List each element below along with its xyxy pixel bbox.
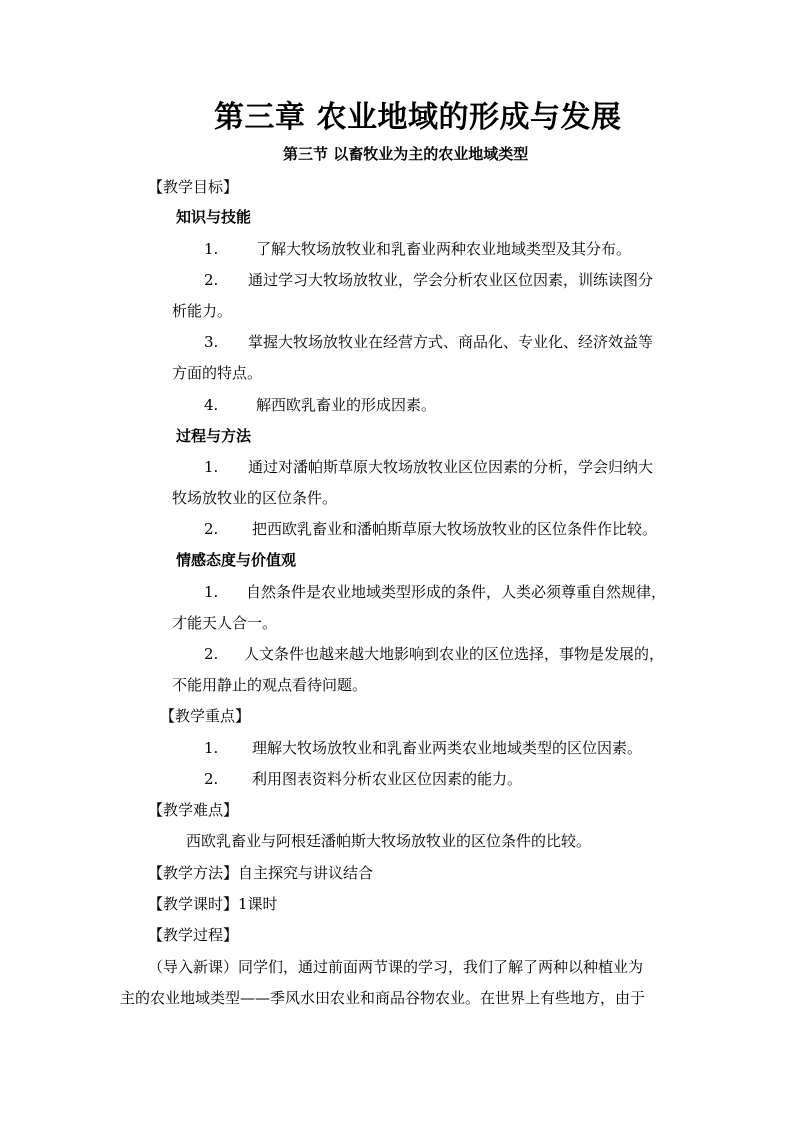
- difficulty-header: 【教学难点】: [148, 801, 239, 819]
- process-item-2: [204, 520, 657, 538]
- item-text: 掌握大牧场放牧业在经营方式、商品化、专业化、经济效益等: [248, 333, 654, 351]
- item-number: 1.: [204, 458, 219, 476]
- section-subtitle: 第三节 以畜牧业为主的农业地域类型: [283, 145, 529, 163]
- item-text: 通过对潘帕斯草原大牧场放牧业区位因素的分析，学会归纳大: [248, 458, 654, 476]
- item-number: 1.: [204, 240, 219, 258]
- process-item-1-cont: 牧场放牧业的区位条件。: [172, 489, 338, 507]
- item-text: 把西欧乳畜业和潘帕斯草原大牧场放牧业的区位条件作比较。: [252, 520, 658, 538]
- hours-header: 【教学课时】: [148, 895, 239, 913]
- item-number: 1.: [204, 739, 219, 757]
- knowledge-header: 知识与技能: [176, 208, 252, 226]
- key-header: 【教学重点】: [160, 707, 251, 725]
- process-item-1: [204, 458, 653, 476]
- emotion-item-2-cont: 不能用静止的观点看待问题。: [172, 676, 368, 694]
- emotion-item-1-cont: 才能天人合一。: [172, 614, 278, 632]
- item-number: 1.: [204, 583, 219, 601]
- emotion-item-2: [204, 645, 664, 663]
- hours-text: 1课时: [238, 895, 278, 913]
- item-text: 自然条件是农业地域类型形成的条件，人类必须尊重自然规律，: [246, 583, 667, 601]
- method-line: [148, 864, 373, 882]
- chapter-title: 第三章 农业地域的形成与发展: [214, 100, 622, 135]
- hours-line: [148, 895, 278, 913]
- item-text: 了解大牧场放牧业和乳畜业两种农业地域类型及其分布。: [256, 240, 632, 258]
- method-header: 【教学方法】: [148, 864, 239, 882]
- procedure-paragraph-line-2: 主的农业地域类型——季风水田农业和商品谷物农业。在世界上有些地方，由于: [120, 989, 646, 1007]
- item-number: 2.: [204, 645, 219, 663]
- knowledge-item-2-cont: 析能力。: [172, 302, 233, 320]
- item-text: 通过学习大牧场放牧业，学会分析农业区位因素，训练读图分: [248, 271, 654, 289]
- procedure-paragraph-line-1: （导入新课）同学们，通过前面两节课的学习，我们了解了两种以种植业为: [148, 958, 644, 976]
- item-text: 理解大牧场放牧业和乳畜业两类农业地域类型的区位因素。: [252, 739, 643, 757]
- knowledge-item-2: [204, 271, 653, 289]
- knowledge-item-3: [204, 333, 653, 351]
- emotion-header: 情感态度与价值观: [176, 551, 297, 569]
- process-header: 过程与方法: [176, 427, 252, 445]
- knowledge-item-3-cont: 方面的特点。: [172, 364, 263, 382]
- key-item-2: [204, 770, 522, 788]
- item-text: 人文条件也越来越大地影响到农业的区位选择，事物是发展的，: [244, 645, 665, 663]
- item-text: 利用图表资料分析农业区位因素的能力。: [252, 770, 523, 788]
- item-number: 4.: [204, 396, 219, 414]
- objectives-header: 【教学目标】: [148, 178, 239, 196]
- emotion-item-1: [204, 583, 666, 601]
- knowledge-item-1: [204, 240, 631, 258]
- item-text: 解西欧乳畜业的形成因素。: [256, 396, 437, 414]
- item-number: 3.: [204, 333, 219, 351]
- item-number: 2.: [204, 520, 219, 538]
- procedure-header: 【教学过程】: [148, 926, 239, 944]
- difficulty-text: 西欧乳畜业与阿根廷潘帕斯大牧场放牧业的区位条件的比较。: [186, 832, 592, 850]
- item-number: 2.: [204, 271, 219, 289]
- knowledge-item-4: [204, 396, 436, 414]
- item-number: 2.: [204, 770, 219, 788]
- method-text: 自主探究与讲议结合: [238, 864, 374, 882]
- key-item-1: [204, 739, 642, 757]
